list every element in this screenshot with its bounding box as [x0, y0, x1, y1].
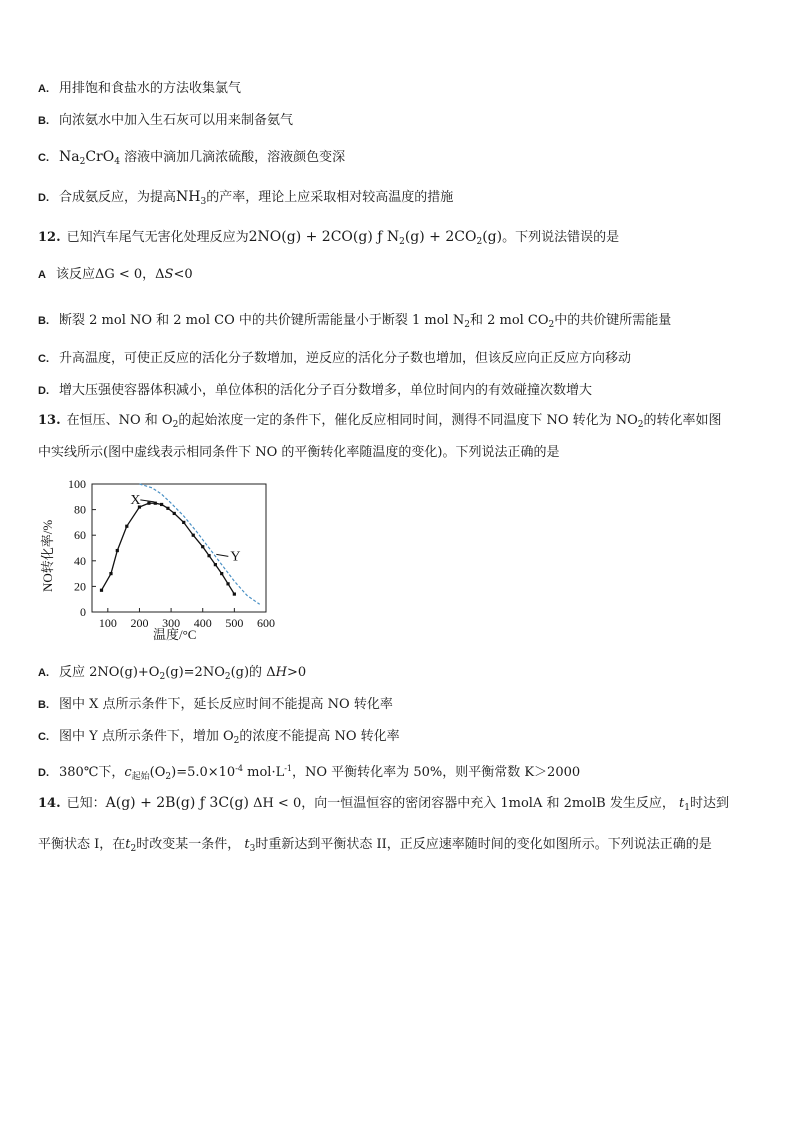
subscript: 2: [224, 672, 231, 682]
superscript: -1: [284, 764, 293, 773]
data-point: [192, 534, 195, 537]
subscript: 2: [548, 320, 555, 330]
option-text-2: 的浓度不能提高 NO 转化率: [239, 729, 400, 744]
time-symbol: t: [244, 837, 250, 852]
option-text-2: <0: [173, 267, 193, 282]
data-point: [109, 572, 112, 575]
formula: $Na_2CrO_4$: [59, 149, 120, 167]
time-symbol: t: [125, 837, 131, 852]
q13-option-b: [38, 696, 393, 714]
option-label: A.: [38, 83, 49, 95]
option-text-4: mol·L: [243, 765, 285, 780]
annotation-leader-line: [216, 554, 228, 556]
option-text: 升高温度，可使正反应的活化分子数增加，逆反应的活化分子数也增加，但该反应向正反应方向移动: [59, 351, 632, 366]
y-tick-label: 80: [74, 502, 86, 517]
data-point: [220, 572, 223, 575]
option-label: D.: [38, 767, 49, 779]
data-point: [182, 521, 185, 524]
data-point: [166, 507, 169, 510]
q12-option-d: [38, 382, 592, 400]
data-point: [160, 503, 163, 506]
stem-text-2: 。下列说法错误的是: [502, 230, 620, 245]
question-number: 12.: [38, 230, 61, 245]
stem-text: 中实线所示(图中虚线表示相同条件下 NO 的平衡转化率随温度的变化)。下列说法正确的是: [38, 445, 560, 460]
subscript: 1: [684, 803, 690, 813]
stem-text: 已知汽车尾气无害化处理反应为: [66, 230, 249, 245]
option-text-3: 中的共价键所需能量: [554, 313, 672, 328]
x-tick-label: 300: [162, 616, 181, 630]
option-text: 溶液中滴加几滴浓硫酸，溶液颜色变深: [124, 150, 346, 165]
stem-text-2: 的起始浓度一定的条件下，催化反应相同时间，测得不同温度下 NO 转化为 NO: [178, 413, 638, 428]
stem-text: 已知：: [66, 796, 106, 811]
x-axis-label: 温度/°C: [153, 627, 197, 642]
subscript: 2: [165, 772, 172, 782]
option-text: 增大压强使容器体积减小，单位体积的活化分子百分数增多，单位时间内的有效碰撞次数增大: [59, 383, 593, 398]
data-point: [233, 592, 236, 595]
x-tick-label: 400: [193, 616, 212, 630]
data-point: [116, 549, 119, 552]
q13-option-a: [38, 664, 306, 686]
y-tick-label: 100: [68, 477, 86, 491]
data-point: [100, 589, 103, 592]
annotation-leader-line: [140, 500, 154, 502]
q12-option-b: [38, 312, 671, 334]
option-text: 反应 2NO(g)+O: [59, 665, 160, 680]
data-point: [214, 563, 217, 566]
option-text-3: (g)的 Δ: [230, 665, 276, 680]
chart-ticks: [68, 477, 275, 630]
option-text: 图中 X 点所示条件下，延长反应时间不能提高 NO 转化率: [59, 697, 393, 712]
data-point: [125, 525, 128, 528]
x-tick-label: 500: [225, 616, 244, 630]
equation: 2NO(g) + 2CO(g) ƒ $N_2(g) + 2CO_2(g)$: [248, 229, 503, 247]
y-tick-label: 60: [74, 528, 86, 543]
equation: A(g) + 2B(g) ƒ 3C(g): [105, 795, 249, 811]
subscript: 2: [172, 420, 179, 430]
enthalpy-symbol: H: [275, 665, 287, 680]
formula: $NH_3$: [176, 189, 207, 207]
option-text: 该反应ΔG < 0，Δ: [55, 267, 165, 282]
stem-text-2: ΔH < 0，向一恒温恒容的密闭容器中充入 1molA 和 2molB 发生反应，: [248, 796, 679, 811]
stem-text-2: 时改变某一条件，: [136, 837, 245, 852]
option-text-2: 和 2 mol CO: [469, 313, 549, 328]
y-axis-label: NO转化率/%: [40, 519, 55, 592]
option-text: 合成氨反应，为提高: [59, 190, 177, 205]
concentration-symbol: c: [124, 765, 132, 780]
subscript: 2: [233, 736, 240, 746]
q13-option-c: [38, 728, 400, 750]
option-text: 380℃下，: [59, 765, 125, 780]
data-point: [147, 502, 150, 505]
q12-stem: [38, 228, 619, 251]
stem-text-3: 时达到: [689, 796, 729, 811]
option-text-2: 的产率，理论上应采取相对较高温度的措施: [206, 190, 454, 205]
option-label: C.: [38, 353, 49, 365]
question-number: 14.: [38, 796, 61, 811]
option-label: B.: [38, 115, 49, 127]
q12-option-c: [38, 350, 631, 368]
subscript: 起始: [131, 772, 150, 782]
q13-stem-line1: [38, 412, 722, 434]
x-tick-label: 200: [130, 616, 149, 630]
q11-option-b: [38, 112, 293, 130]
subscript: 2: [637, 420, 644, 430]
q14-stem-line2: [38, 836, 712, 858]
time-symbol: t: [679, 796, 685, 811]
option-label: D.: [38, 385, 49, 397]
stem-text: 在恒压、NO 和 O: [66, 413, 173, 428]
x-tick-label: 100: [98, 616, 117, 630]
y-tick-label: 20: [74, 579, 86, 594]
option-text: 断裂 2 mol NO 和 2 mol CO 中的共价键所需能量小于断裂 1 mol N: [59, 313, 465, 328]
subscript: 2: [159, 672, 166, 682]
equilibrium-conversion-curve: [140, 484, 260, 604]
q14-stem-line1: [38, 794, 729, 817]
option-text-4: >0: [286, 665, 307, 680]
question-number: 13.: [38, 413, 61, 428]
option-label: A: [38, 269, 46, 281]
measured-conversion-curve: [102, 503, 235, 594]
superscript: -4: [235, 764, 243, 773]
subscript: 2: [464, 320, 470, 330]
chart-series: [100, 484, 260, 604]
data-point: [201, 545, 204, 548]
option-text: 图中 Y 点所示条件下，增加 O: [59, 729, 234, 744]
option-text-2: (O: [149, 765, 166, 780]
option-text-2: (g)=2NO: [165, 665, 225, 680]
data-point: [226, 582, 229, 585]
stem-text: 平衡状态 I，在: [38, 837, 126, 852]
q13-option-d: [38, 760, 580, 786]
point-x-label: X: [130, 492, 141, 508]
y-tick-label: 0: [80, 605, 86, 619]
option-label: B.: [38, 315, 49, 327]
option-label: B.: [38, 699, 49, 711]
q11-option-a: [38, 80, 241, 98]
data-point: [207, 554, 210, 557]
entropy-symbol: S: [164, 267, 174, 282]
q11-option-c: [38, 148, 345, 171]
conversion-chart: [38, 472, 278, 642]
option-text: 用排饱和食盐水的方法收集氯气: [59, 81, 242, 96]
stem-text-3: 的转化率如图: [643, 413, 722, 428]
q11-option-d: [38, 188, 453, 211]
option-label: D.: [38, 192, 49, 204]
y-tick-label: 40: [74, 553, 86, 568]
option-text-5: ，NO 平衡转化率为 50%，则平衡常数 K＞2000: [292, 765, 581, 780]
option-text: 向浓氨水中加入生石灰可以用来制备氨气: [59, 113, 294, 128]
point-y-label: Y: [230, 549, 241, 565]
option-text-3: )=5.0×10: [171, 765, 236, 780]
option-label: C.: [38, 152, 49, 164]
option-label: A.: [38, 667, 49, 679]
option-label: C.: [38, 731, 49, 743]
data-point: [173, 512, 176, 515]
q12-option-a: [38, 266, 193, 284]
x-tick-label: 600: [257, 616, 275, 630]
subscript: 2: [130, 844, 137, 854]
subscript: 3: [249, 844, 256, 854]
q13-stem-line2: [38, 444, 559, 462]
stem-text-3: 时重新达到平衡状态 II，正反应速率随时间的变化如图所示。下列说法正确的是: [255, 837, 712, 852]
